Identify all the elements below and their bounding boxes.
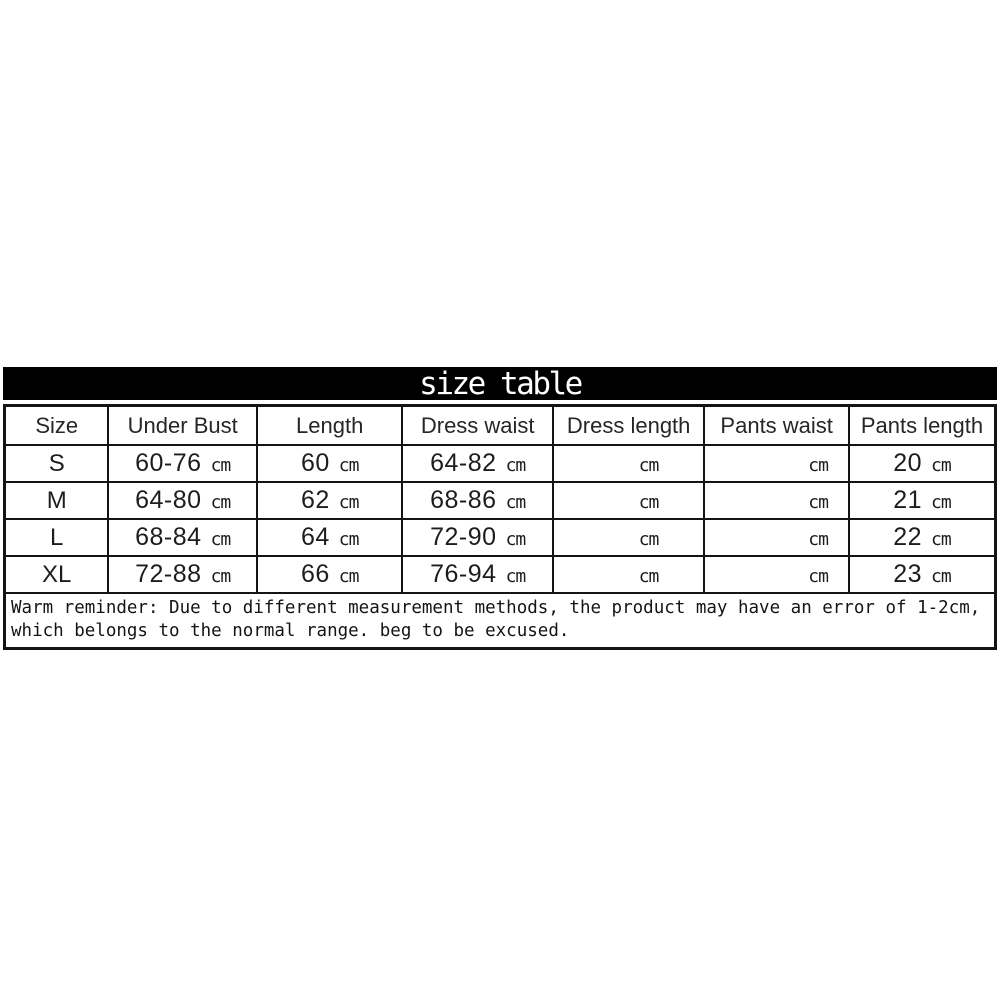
table-row-l xyxy=(5,519,996,556)
unit-label: cm xyxy=(338,491,359,513)
unit-label: cm xyxy=(638,454,659,476)
cell-pants-waist xyxy=(704,519,849,556)
measurement-value: 21 xyxy=(893,486,923,514)
measurement-value: 62 xyxy=(300,486,330,514)
unit-label: cm xyxy=(931,528,951,550)
cell-dress-length xyxy=(553,519,704,556)
measurement-value: 60 xyxy=(300,449,330,477)
unit-label: cm xyxy=(808,565,828,587)
table-row-m xyxy=(5,482,996,519)
unit-label: cm xyxy=(638,528,659,550)
size-table xyxy=(3,404,997,650)
measurement-value: 72-90 xyxy=(430,523,497,551)
size-label: M xyxy=(46,486,67,514)
unit-label: cm xyxy=(210,528,231,550)
unit-label: cm xyxy=(931,491,951,513)
unit-label: cm xyxy=(210,491,231,513)
measurement-value: 20 xyxy=(893,449,923,477)
cell-dress-waist xyxy=(402,556,552,593)
cell-under-bust xyxy=(108,556,257,593)
reminder-row xyxy=(5,593,996,649)
column-header-length: Length xyxy=(257,406,403,446)
column-header-under-bust: Under Bust xyxy=(108,406,257,446)
unit-label: cm xyxy=(210,454,231,476)
unit-label: cm xyxy=(338,454,359,476)
cell-dress-length xyxy=(553,556,704,593)
unit-label: cm xyxy=(808,454,828,476)
measurement-value: 68-86 xyxy=(430,486,497,514)
size-label: S xyxy=(48,449,65,477)
measurement-value: 66 xyxy=(300,560,330,588)
cell-length xyxy=(257,519,403,556)
unit-label: cm xyxy=(931,565,951,587)
cell-pants-length xyxy=(849,445,996,482)
measurement-value: 72-88 xyxy=(135,560,202,588)
cell-pants-length xyxy=(849,482,996,519)
size-chart-content xyxy=(3,367,997,650)
size-label: XL xyxy=(42,560,72,588)
measurement-value: 68-84 xyxy=(135,523,202,551)
measurement-value: 64-82 xyxy=(430,449,497,477)
cell-dress-waist xyxy=(402,445,552,482)
table-row-s xyxy=(5,445,996,482)
cell-under-bust xyxy=(108,482,257,519)
size-label: L xyxy=(50,523,64,551)
measurement-value: 64-80 xyxy=(135,486,202,514)
reminder-text-line2: which belongs to the normal range. beg to be excused. xyxy=(11,621,570,641)
measurement-value: 23 xyxy=(893,560,923,588)
unit-label: cm xyxy=(505,491,526,513)
cell-pants-waist xyxy=(704,445,849,482)
column-header-dress-waist: Dress waist xyxy=(402,406,552,446)
cell-dress-length xyxy=(553,482,704,519)
measurement-value: 22 xyxy=(893,523,923,551)
table-row-xl xyxy=(5,556,996,593)
cell-size xyxy=(5,445,109,482)
header-row xyxy=(5,406,996,446)
column-header-pants-length: Pants length xyxy=(849,406,996,446)
unit-label: cm xyxy=(638,491,659,513)
cell-pants-waist xyxy=(704,556,849,593)
cell-length xyxy=(257,445,403,482)
unit-label: cm xyxy=(505,528,526,550)
cell-under-bust xyxy=(108,445,257,482)
cell-size xyxy=(5,482,109,519)
title-bar xyxy=(3,367,997,400)
cell-pants-length xyxy=(849,519,996,556)
column-header-size: Size xyxy=(5,406,109,446)
unit-label: cm xyxy=(210,565,231,587)
unit-label: cm xyxy=(808,528,828,550)
measurement-value: 60-76 xyxy=(135,449,202,477)
page-title: size table xyxy=(419,365,581,402)
unit-label: cm xyxy=(338,565,359,587)
cell-dress-length xyxy=(553,445,704,482)
cell-dress-waist xyxy=(402,482,552,519)
cell-under-bust xyxy=(108,519,257,556)
cell-length xyxy=(257,482,403,519)
cell-pants-waist xyxy=(704,482,849,519)
unit-label: cm xyxy=(931,454,951,476)
warm-reminder xyxy=(5,593,996,649)
unit-label: cm xyxy=(505,565,526,587)
cell-size xyxy=(5,519,109,556)
cell-dress-waist xyxy=(402,519,552,556)
unit-label: cm xyxy=(505,454,526,476)
unit-label: cm xyxy=(338,528,359,550)
reminder-text-line1: Warm reminder: Due to different measurement methods, the product may have an error of 1-2cm, xyxy=(11,598,981,618)
cell-pants-length xyxy=(849,556,996,593)
unit-label: cm xyxy=(638,565,659,587)
cell-length xyxy=(257,556,403,593)
measurement-value: 76-94 xyxy=(430,560,497,588)
column-header-pants-waist: Pants waist xyxy=(704,406,849,446)
cell-size xyxy=(5,556,109,593)
measurement-value: 64 xyxy=(300,523,330,551)
column-header-dress-length: Dress length xyxy=(553,406,704,446)
unit-label: cm xyxy=(808,491,828,513)
